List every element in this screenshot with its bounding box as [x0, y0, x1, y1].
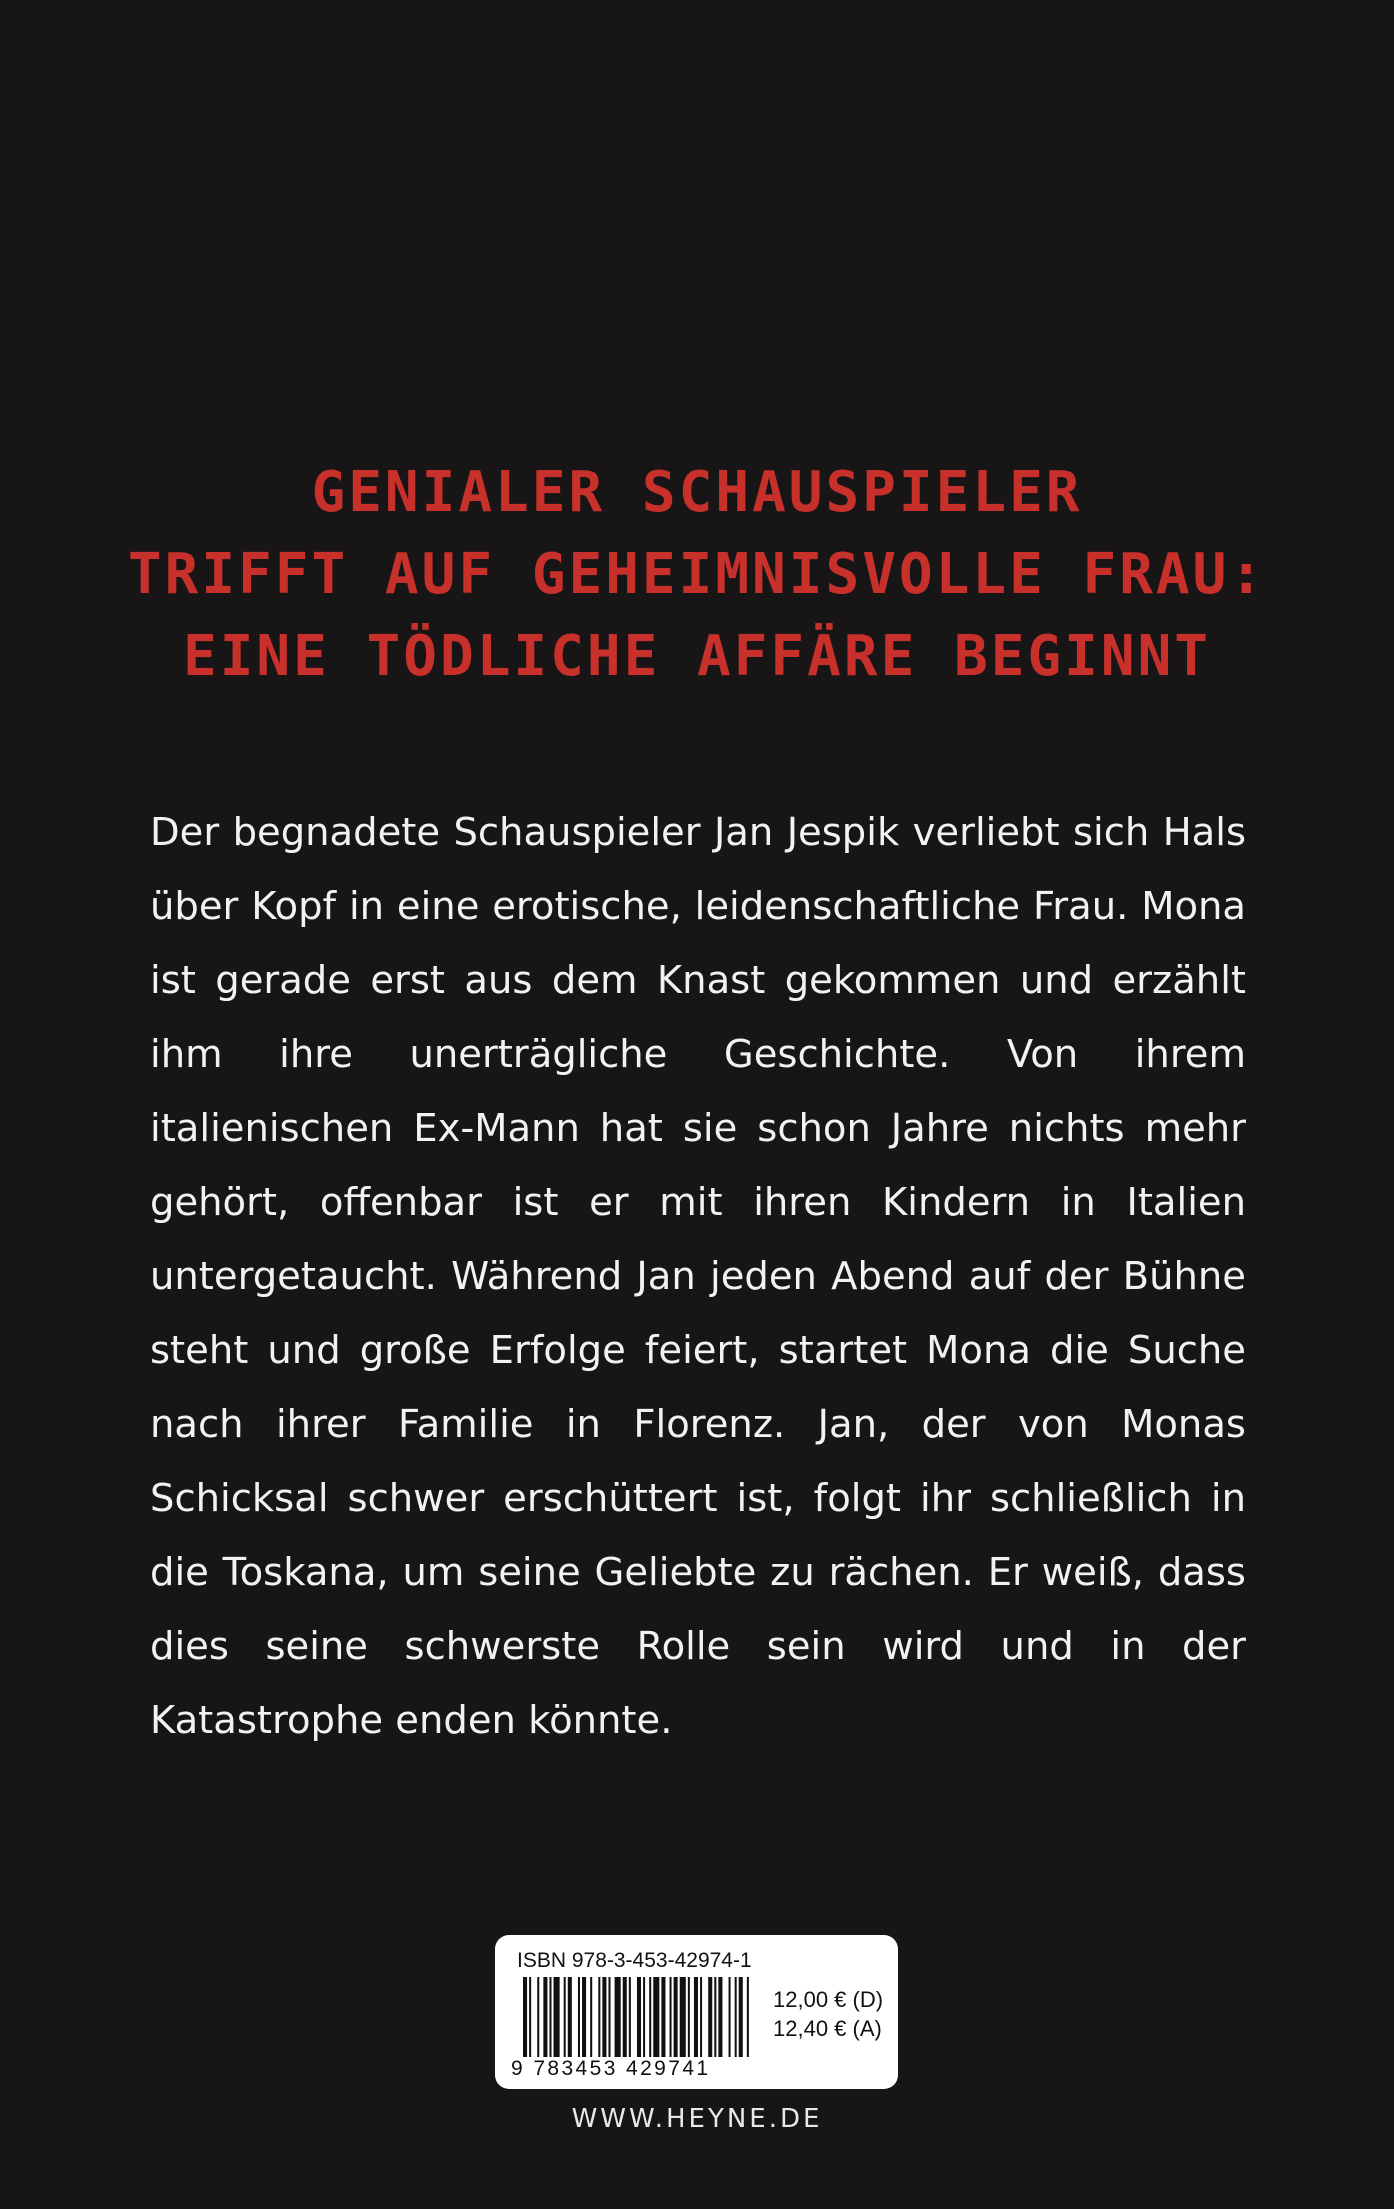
publisher-website: WWW.HEYNE.DE [571, 2104, 823, 2134]
blurb-text: Der begnadete Schauspieler Jan Jespik verliebt sich Hals über Kopf in eine erotische, leidenschaftliche Frau. Mona ist gerade erst aus dem Knast gekommen und erzählt ihm ihre unerträgliche Geschichte. Von ihrem italienischen Ex-Mann hat sie schon Jahre nichts mehr gehört, offenbar ist er mit ihren Kindern in Italien untergetaucht. Während Jan jeden Abend auf der Bühne steht und große Erfolge feiert, startet Mona die Suche nach ihrer Familie in Florenz. Jan, der von Monas Schicksal schwer erschüttert ist, folgt ihr schließlich in die Toskana, um seine Geliebte zu rächen. Er weiß, dass dies seine schwerste Rolle sein wird und in der Katastrophe enden könnte. [150, 810, 1246, 1743]
barcode-digits: 9 783453 429741 [511, 2057, 711, 2080]
headline-line-2: TRIFFT AUF GEHEIMNISVOLLE FRAU: [127, 542, 1267, 607]
barcode-icon [523, 1977, 755, 2057]
price-germany: 12,00 € (D) [773, 1987, 884, 2012]
barcode-label [495, 1935, 898, 2089]
isbn-text: ISBN 978-3-453-42974-1 [517, 1949, 752, 1972]
price-austria: 12,40 € (A) [773, 2016, 882, 2041]
headline-line-3: EINE TÖDLICHE AFFÄRE BEGINNT [182, 624, 1211, 689]
price-block [773, 1985, 883, 2043]
headline [0, 452, 1394, 698]
headline-line-1: GENIALER SCHAUSPIELER [311, 460, 1083, 525]
